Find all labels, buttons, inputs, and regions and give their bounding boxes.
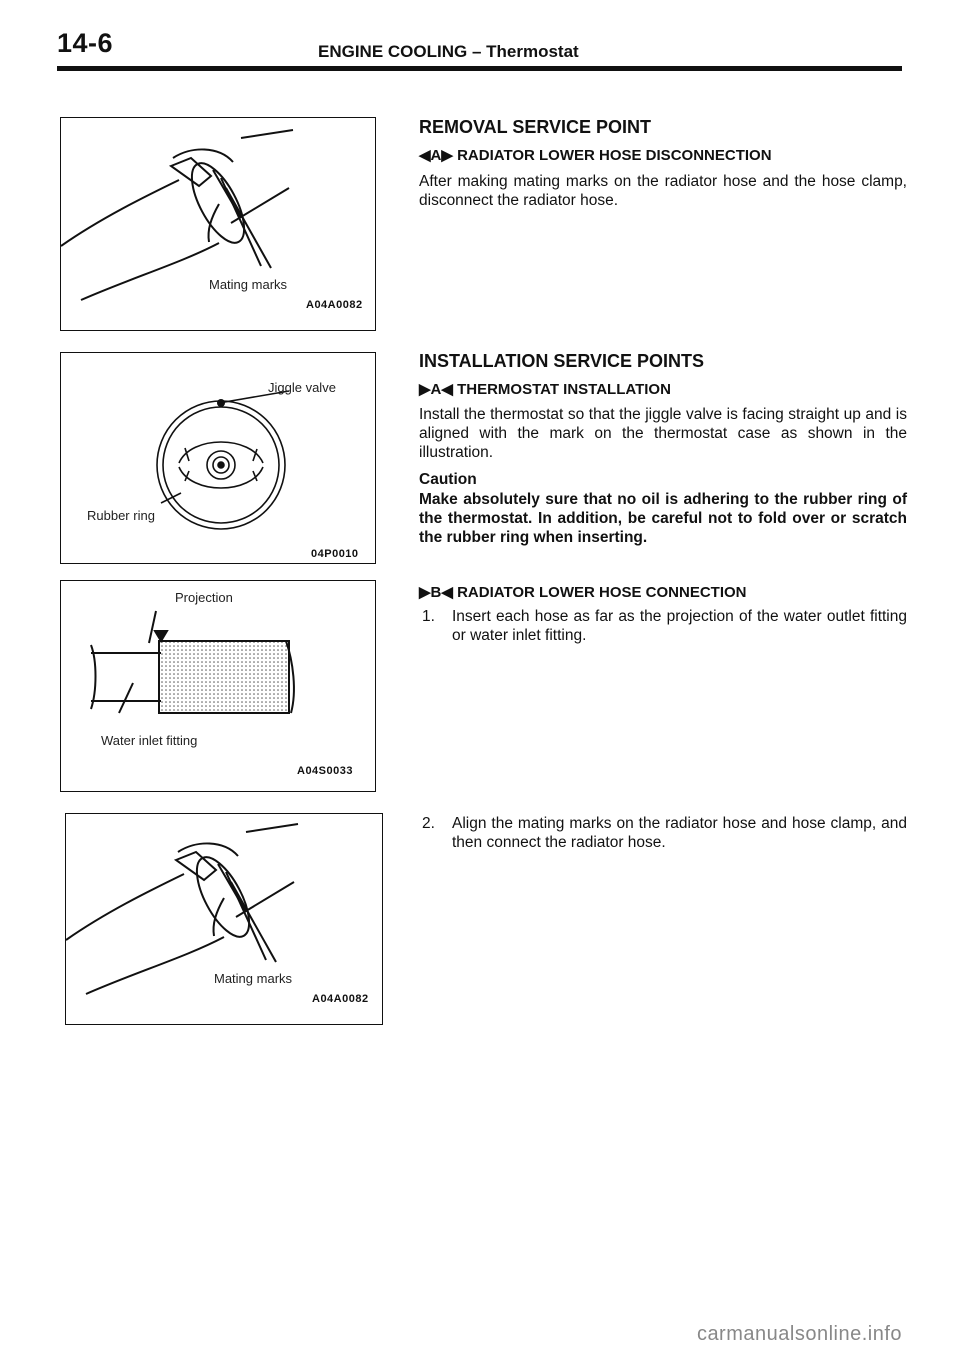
figure-water-inlet-fitting bbox=[60, 580, 376, 792]
figure-code: 04P0010 bbox=[311, 548, 359, 560]
figure-thermostat-jiggle-valve bbox=[60, 352, 376, 564]
jiggle-valve-label: Jiggle valve bbox=[268, 380, 336, 395]
installation-text-a: Install the thermostat so that the jiggle valve is facing straight up and is aligned with the mark on the thermostat case as shown in the illustration. bbox=[419, 406, 907, 461]
mating-marks-label: Mating marks bbox=[214, 971, 293, 986]
figure-code: A04A0082 bbox=[312, 993, 369, 1005]
removal-text: After making mating marks on the radiator hose and the hose clamp, disconnect the radiator hose. bbox=[419, 173, 907, 209]
list-item bbox=[422, 814, 907, 852]
watermark: carmanualsonline.info bbox=[696, 1323, 902, 1345]
figure-code: A04A0082 bbox=[306, 299, 363, 311]
mating-marks-label: Mating marks bbox=[209, 277, 288, 292]
step-number: 2. bbox=[422, 815, 435, 832]
step-text: Align the mating marks on the radiator hose and hose clamp, and then connect the radiator hose. bbox=[452, 815, 907, 851]
step-number: 1. bbox=[422, 608, 435, 625]
water-inlet-fitting-illustration bbox=[61, 581, 377, 793]
running-head: ENGINE COOLING – Thermostat bbox=[318, 42, 579, 61]
removal-sub-heading: ◀A▶ RADIATOR LOWER HOSE DISCONNECTION bbox=[419, 147, 772, 164]
water-inlet-fitting-label: Water inlet fitting bbox=[101, 733, 198, 748]
caution-text: Make absolutely sure that no oil is adhering to the rubber ring of the thermostat. In addition, be careful not to fold over or scratch the rubber ring when inserting. bbox=[419, 491, 907, 546]
step-text: Insert each hose as far as the projection of the water outlet fitting or water inlet fitting. bbox=[452, 608, 907, 644]
figure-hose-clamp-mating-marks-2 bbox=[65, 813, 383, 1025]
figure-hose-clamp-mating-marks bbox=[60, 117, 376, 331]
figure-code: A04S0033 bbox=[297, 765, 353, 777]
rubber-ring-label: Rubber ring bbox=[87, 508, 155, 523]
installation-heading: INSTALLATION SERVICE POINTS bbox=[419, 351, 705, 371]
installation-sub-heading-b: ▶B◀ RADIATOR LOWER HOSE CONNECTION bbox=[419, 584, 747, 601]
page-number: 14-6 bbox=[57, 28, 114, 58]
list-item bbox=[422, 607, 907, 645]
caution-label: Caution bbox=[419, 471, 477, 488]
removal-heading: REMOVAL SERVICE POINT bbox=[419, 117, 652, 137]
projection-label: Projection bbox=[175, 590, 233, 605]
header-rule bbox=[57, 66, 902, 71]
installation-sub-heading-a: ▶A◀ THERMOSTAT INSTALLATION bbox=[419, 381, 671, 398]
